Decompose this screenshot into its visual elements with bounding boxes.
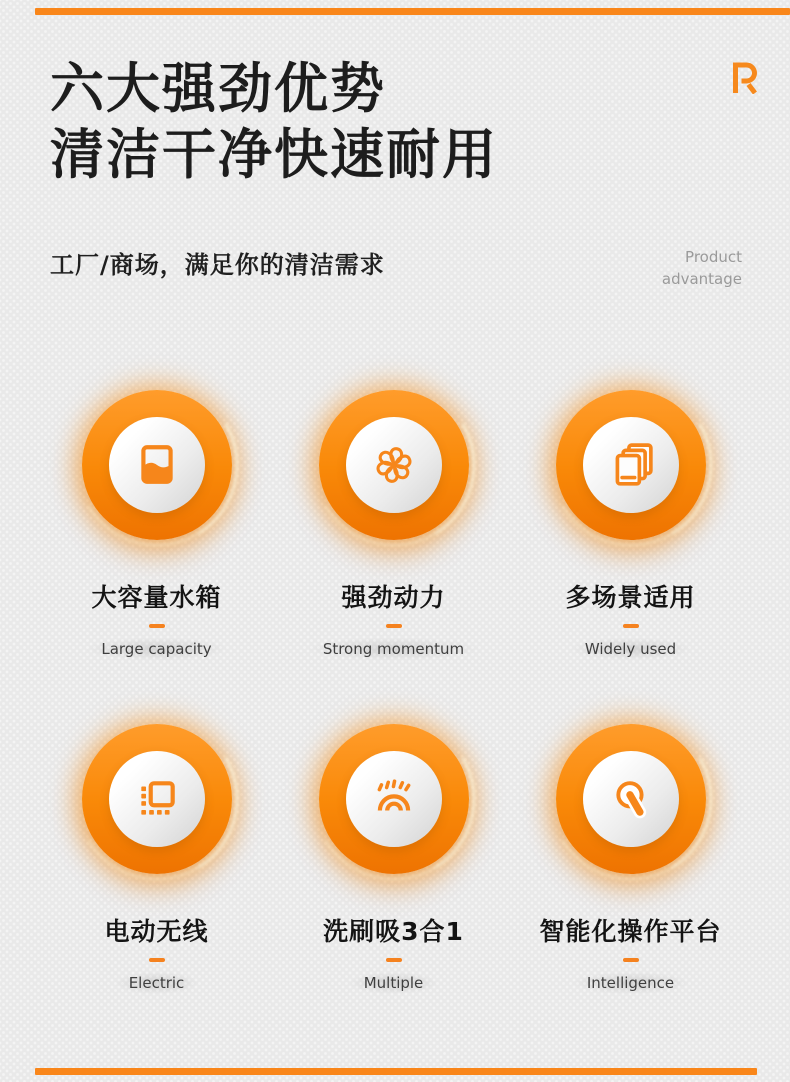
feature-orb (82, 724, 232, 874)
feature-title: 电动无线 (104, 917, 209, 946)
chip-icon (134, 776, 180, 822)
brand-r-logo-icon (732, 62, 758, 94)
feature-orb-inner (583, 751, 679, 847)
feature-card-multiple (275, 724, 512, 994)
feature-card-water-tank (38, 390, 275, 660)
brush-spray-icon (371, 776, 417, 822)
feature-orb-inner (346, 417, 442, 513)
tap-icon (608, 776, 654, 822)
stacked-cards-icon (608, 442, 654, 488)
feature-subtitle: Strong momentum (309, 638, 478, 660)
feature-orb-inner (346, 751, 442, 847)
feature-orb-inner (109, 417, 205, 513)
feature-card-widely-used (512, 390, 749, 660)
accent-dash (623, 624, 639, 628)
impeller-icon (371, 442, 417, 488)
accent-dash (623, 958, 639, 962)
feature-grid (38, 390, 749, 994)
accent-dash (386, 624, 402, 628)
feature-subtitle: Widely used (571, 638, 690, 660)
feature-subtitle: Multiple (350, 972, 438, 994)
feature-orb-inner (109, 751, 205, 847)
page-subtitle: 工厂/商场，满足你的清洁需求 (50, 251, 385, 279)
feature-card-intelligence (512, 724, 749, 994)
feature-orb (556, 724, 706, 874)
feature-orb (319, 390, 469, 540)
page-title (50, 56, 498, 188)
accent-dash (386, 958, 402, 962)
aside-line1: Product (685, 248, 742, 266)
page-title-line2: 清洁干净快速耐用 (50, 123, 498, 186)
top-accent-bar (35, 8, 790, 15)
feature-subtitle: Intelligence (573, 972, 688, 994)
page-title-line1: 六大强劲优势 (50, 57, 386, 120)
feature-orb (556, 390, 706, 540)
water-tank-icon (134, 442, 180, 488)
aside-line2: advantage (661, 270, 742, 288)
feature-orb-inner (583, 417, 679, 513)
feature-orb (82, 390, 232, 540)
feature-title: 洗刷吸3合1 (323, 917, 464, 946)
feature-subtitle: Large capacity (87, 638, 225, 660)
product-advantage-caption (662, 246, 742, 290)
feature-orb (319, 724, 469, 874)
feature-title: 智能化操作平台 (539, 917, 722, 946)
feature-subtitle: Electric (115, 972, 199, 994)
feature-card-electric (38, 724, 275, 994)
accent-dash (149, 958, 165, 962)
feature-title: 大容量水箱 (91, 583, 222, 612)
accent-dash (149, 624, 165, 628)
feature-title: 多场景适用 (565, 583, 696, 612)
feature-title: 强劲动力 (341, 583, 446, 612)
bottom-accent-bar (35, 1068, 757, 1075)
feature-card-momentum (275, 390, 512, 660)
